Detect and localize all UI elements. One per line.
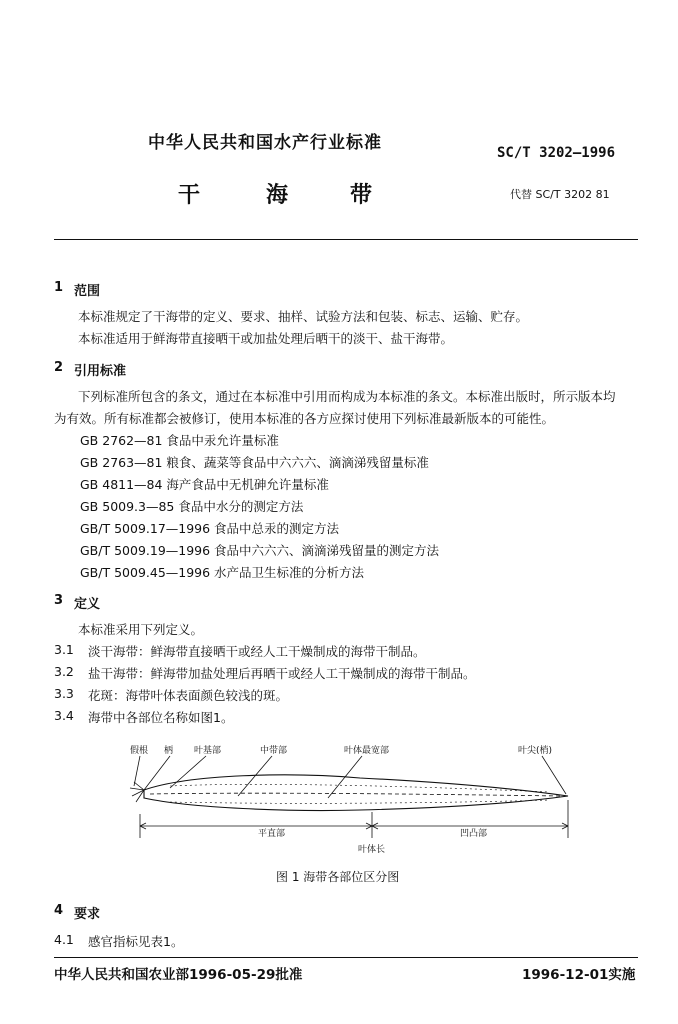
replaces-standard: 代替 SC/T 3202 81	[510, 188, 610, 201]
requirement-number: 4.1	[54, 932, 74, 947]
figure-caption: 图 1 海带各部位区分图	[276, 870, 400, 884]
section-1-heading: 范围	[74, 284, 101, 299]
section-2-number: 2	[54, 360, 64, 375]
section-4-heading: 要求	[74, 907, 101, 922]
definition-text: 花斑：海带叶体表面颜色较浅的斑。	[88, 688, 289, 703]
section-1-number: 1	[54, 280, 64, 295]
definition-number: 3.3	[54, 686, 74, 701]
requirement-text: 感官指标见表1。	[88, 934, 184, 949]
label-widest-part: 叶体最宽部	[344, 746, 390, 756]
reference-item: GB 2762—81 食品中汞允许量标准	[80, 433, 279, 448]
standard-category-title: 中华人民共和国水产行业标准	[148, 133, 382, 153]
references-intro-line-2: 为有效。所有标准都会被修订，使用本标准的各方应探讨使用下列标准最新版本的可能性。	[54, 411, 555, 426]
label-stipe: 柄	[164, 746, 174, 756]
document-title-char-1: 干	[178, 183, 201, 208]
scope-line-2: 本标准适用于鲜海带直接晒干或加盐处理后晒干的淡干、盐干海带。	[78, 331, 454, 346]
standard-code: SC/T 3202—1996	[497, 145, 616, 161]
label-blade-base: 叶基部	[194, 746, 222, 756]
references-intro-line-1: 下列标准所包含的条文，通过在本标准中引用而构成为本标准的条文。本标准出版时，所示版本均	[78, 389, 616, 404]
document-title-char-2: 海	[266, 183, 289, 208]
definition-number: 3.4	[54, 708, 74, 723]
reference-item: GB/T 5009.19—1996 食品中六六六、滴滴涕残留量的测定方法	[80, 543, 440, 558]
reference-item: GB 4811—84 海产食品中无机砷允许量标准	[80, 477, 329, 492]
definition-text: 盐干海带：鲜海带加盐处理后再晒干或经人工干燥制成的海带干制品。	[88, 666, 476, 681]
section-3-number: 3	[54, 593, 64, 608]
kelp-parts-diagram	[110, 738, 580, 858]
implementation-date: 1996-12-01实施	[522, 967, 636, 983]
approval-date: 中华人民共和国农业部1996-05-29批准	[54, 967, 303, 983]
reference-item: GB/T 5009.45—1996 水产品卫生标准的分析方法	[80, 565, 365, 580]
label-holdfast: 假根	[130, 746, 149, 756]
label-flat-straight-part: 平直部	[258, 829, 286, 839]
label-tip: 叶尖(梢)	[518, 746, 553, 756]
label-blade-length: 叶体长	[358, 845, 386, 855]
scope-line-1: 本标准规定了干海带的定义、要求、抽样、试验方法和包装、标志、运输、贮存。	[78, 309, 529, 324]
definition-number: 3.1	[54, 642, 74, 657]
reference-item: GB 2763—81 粮食、蔬菜等食品中六六六、滴滴涕残留量标准	[80, 455, 429, 470]
label-midrib: 中带部	[260, 746, 288, 756]
reference-item: GB/T 5009.17—1996 食品中总汞的测定方法	[80, 521, 340, 536]
label-concave-convex-part: 凹凸部	[460, 829, 488, 839]
document-title-char-3: 带	[350, 183, 373, 208]
section-3-heading: 定义	[74, 597, 101, 612]
definitions-intro: 本标准采用下列定义。	[78, 622, 204, 637]
definition-text: 淡干海带：鲜海带直接晒干或经人工干燥制成的海带干制品。	[88, 644, 426, 659]
definition-number: 3.2	[54, 664, 74, 679]
header-divider	[54, 239, 638, 240]
section-2-heading: 引用标准	[74, 364, 127, 379]
footer-divider	[54, 957, 638, 958]
reference-item: GB 5009.3—85 食品中水分的测定方法	[80, 499, 304, 514]
section-4-number: 4	[54, 903, 64, 918]
definition-text: 海带中各部位名称如图1。	[88, 710, 234, 725]
